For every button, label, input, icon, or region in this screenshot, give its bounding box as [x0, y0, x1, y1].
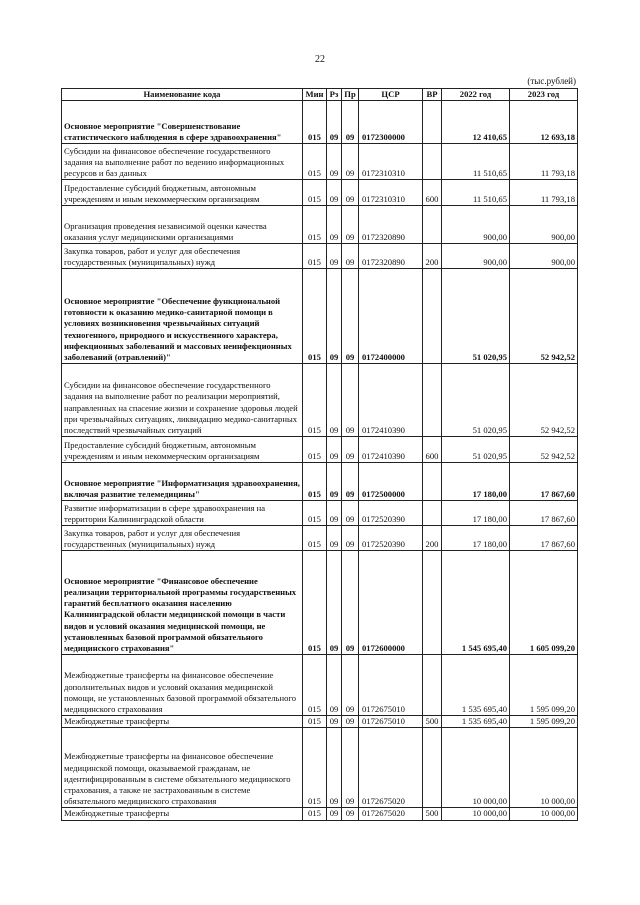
cell-name: Закупка товаров, работ и услуг для обеспечения государственных (муниципальных) нужд — [62, 244, 303, 269]
cell-vr: 600 — [423, 180, 442, 206]
cell-min: 015 — [303, 551, 327, 655]
cell-rz: 09 — [327, 655, 342, 716]
table-row — [62, 551, 578, 655]
budget-table — [61, 88, 578, 821]
cell-rz: 09 — [327, 501, 342, 526]
cell-csr: 0172310310 — [359, 144, 423, 180]
cell-name: Субсидии на финансовое обеспечение государственного задания на выполнение работ по ведению информационных ресурсов и баз данных — [62, 144, 303, 180]
cell-2022: 1 535 695,40 — [442, 716, 510, 728]
cell-min: 015 — [303, 655, 327, 716]
table-row — [62, 244, 578, 269]
cell-csr: 0172410390 — [359, 437, 423, 463]
cell-csr: 0172310310 — [359, 180, 423, 206]
cell-csr: 0172300000 — [359, 101, 423, 144]
table-row — [62, 526, 578, 551]
cell-min: 015 — [303, 101, 327, 144]
cell-csr: 0172400000 — [359, 269, 423, 364]
cell-name: Межбюджетные трансферты — [62, 716, 303, 728]
cell-vr — [423, 206, 442, 244]
cell-min: 015 — [303, 501, 327, 526]
cell-rz: 09 — [327, 463, 342, 501]
cell-2022: 10 000,00 — [442, 808, 510, 820]
cell-rz: 09 — [327, 437, 342, 463]
cell-vr — [423, 728, 442, 808]
cell-2022: 12 410,65 — [442, 101, 510, 144]
cell-min: 015 — [303, 728, 327, 808]
cell-rz: 09 — [327, 716, 342, 728]
cell-rz: 09 — [327, 101, 342, 144]
cell-name: Основное мероприятие "Финансовое обеспечение реализации территориальной программы государственных гарантий бесплатного оказания населению Калининградской области медицинской помощи в части видов и условий оказания медицинской помощи, не установленных базовой программой обязательного медицинского страхования" — [62, 551, 303, 655]
cell-pr: 09 — [342, 269, 359, 364]
cell-name: Основное мероприятие "Информатизация здравоохранения, включая развитие телемедицины" — [62, 463, 303, 501]
cell-csr: 0172410390 — [359, 364, 423, 437]
header-2022: 2022 год — [442, 89, 510, 101]
cell-min: 015 — [303, 808, 327, 820]
cell-2023: 1 605 099,20 — [510, 551, 578, 655]
cell-csr: 0172520390 — [359, 526, 423, 551]
cell-2022: 1 545 695,40 — [442, 551, 510, 655]
table-row — [62, 655, 578, 716]
cell-rz: 09 — [327, 728, 342, 808]
cell-2023: 11 793,18 — [510, 180, 578, 206]
cell-vr — [423, 501, 442, 526]
cell-csr: 0172320890 — [359, 206, 423, 244]
table-row — [62, 808, 578, 820]
cell-pr: 09 — [342, 728, 359, 808]
cell-2022: 11 510,65 — [442, 144, 510, 180]
cell-min: 015 — [303, 206, 327, 244]
cell-name: Организация проведения независимой оценки качества оказания услуг медицинскими организациями — [62, 206, 303, 244]
cell-pr: 09 — [342, 526, 359, 551]
header-pr: Пр — [342, 89, 359, 101]
cell-csr: 0172520390 — [359, 501, 423, 526]
cell-2022: 51 020,95 — [442, 269, 510, 364]
cell-vr — [423, 269, 442, 364]
cell-vr — [423, 144, 442, 180]
table-row — [62, 716, 578, 728]
table-row — [62, 180, 578, 206]
cell-2023: 52 942,52 — [510, 364, 578, 437]
cell-2023: 1 595 099,20 — [510, 716, 578, 728]
cell-min: 015 — [303, 463, 327, 501]
cell-vr — [423, 655, 442, 716]
cell-2023: 10 000,00 — [510, 808, 578, 820]
cell-2022: 900,00 — [442, 206, 510, 244]
cell-2023: 17 867,60 — [510, 501, 578, 526]
table-row — [62, 101, 578, 144]
header-min: Мин — [303, 89, 327, 101]
cell-rz: 09 — [327, 364, 342, 437]
cell-name: Межбюджетные трансферты на финансовое обеспечение дополнительных видов и условий оказания медицинской помощи, не установленных базовой программой обязательного медицинского страхования — [62, 655, 303, 716]
table-row — [62, 206, 578, 244]
cell-vr: 500 — [423, 808, 442, 820]
cell-min: 015 — [303, 244, 327, 269]
cell-csr: 0172600000 — [359, 551, 423, 655]
cell-name: Закупка товаров, работ и услуг для обеспечения государственных (муниципальных) нужд — [62, 526, 303, 551]
cell-name: Основное мероприятие "Обеспечение функциональной готовности к оказанию медико-санитарной помощи в условиях возникновения чрезвычайных ситуаций техногенного, природного и искусственного характера, инфекционных заболеваний и массовых неинфекционных заболеваний (отравлений)" — [62, 269, 303, 364]
cell-pr: 09 — [342, 716, 359, 728]
cell-2023: 1 595 099,20 — [510, 655, 578, 716]
cell-2023: 10 000,00 — [510, 728, 578, 808]
cell-2023: 17 867,60 — [510, 463, 578, 501]
cell-rz: 09 — [327, 526, 342, 551]
header-2023: 2023 год — [510, 89, 578, 101]
cell-min: 015 — [303, 716, 327, 728]
cell-pr: 09 — [342, 144, 359, 180]
cell-2023: 52 942,52 — [510, 269, 578, 364]
cell-2022: 1 535 695,40 — [442, 655, 510, 716]
cell-min: 015 — [303, 180, 327, 206]
cell-name: Основное мероприятие "Совершенствование статистического наблюдения в сфере здравоохранения" — [62, 101, 303, 144]
cell-name: Субсидии на финансовое обеспечение государственного задания на выполнение работ по реализации мероприятий, направленных на спасение жизни и сохранение здоровья людей при чрезвычайных ситуациях, ликвидацию медико-санитарных последствий чрезвычайных ситуаций — [62, 364, 303, 437]
cell-vr: 200 — [423, 244, 442, 269]
table-row — [62, 364, 578, 437]
cell-pr: 09 — [342, 244, 359, 269]
cell-2022: 17 180,00 — [442, 501, 510, 526]
cell-vr: 200 — [423, 526, 442, 551]
cell-vr: 600 — [423, 437, 442, 463]
units-label: (тыс.рублей) — [527, 76, 576, 86]
cell-vr — [423, 101, 442, 144]
cell-2023: 900,00 — [510, 244, 578, 269]
cell-pr: 09 — [342, 101, 359, 144]
cell-2022: 900,00 — [442, 244, 510, 269]
cell-min: 015 — [303, 269, 327, 364]
cell-rz: 09 — [327, 244, 342, 269]
cell-csr: 0172675010 — [359, 655, 423, 716]
cell-2022: 11 510,65 — [442, 180, 510, 206]
cell-name: Межбюджетные трансферты на финансовое обеспечение медицинской помощи, оказываемой гражданам, не идентифицированным в системе обязательного медицинского страхования, а также не застрахованным в системе обязательного медицинского страхования — [62, 728, 303, 808]
cell-pr: 09 — [342, 437, 359, 463]
cell-pr: 09 — [342, 364, 359, 437]
cell-pr: 09 — [342, 180, 359, 206]
cell-csr: 0172675020 — [359, 728, 423, 808]
cell-name: Предоставление субсидий бюджетным, автономным учреждениям и иным некоммерческим организациям — [62, 180, 303, 206]
header-name: Наименование кода — [62, 89, 303, 101]
cell-2022: 17 180,00 — [442, 526, 510, 551]
cell-pr: 09 — [342, 501, 359, 526]
cell-vr — [423, 551, 442, 655]
cell-pr: 09 — [342, 655, 359, 716]
cell-vr — [423, 463, 442, 501]
header-vr: ВР — [423, 89, 442, 101]
cell-2023: 17 867,60 — [510, 526, 578, 551]
header-rz: Рз — [327, 89, 342, 101]
cell-csr: 0172675020 — [359, 808, 423, 820]
table-row — [62, 269, 578, 364]
cell-min: 015 — [303, 526, 327, 551]
cell-2022: 51 020,95 — [442, 364, 510, 437]
cell-name: Межбюджетные трансферты — [62, 808, 303, 820]
table-row — [62, 463, 578, 501]
cell-pr: 09 — [342, 551, 359, 655]
cell-rz: 09 — [327, 269, 342, 364]
cell-rz: 09 — [327, 180, 342, 206]
header-csr: ЦСР — [359, 89, 423, 101]
cell-2022: 17 180,00 — [442, 463, 510, 501]
cell-rz: 09 — [327, 144, 342, 180]
cell-2023: 11 793,18 — [510, 144, 578, 180]
cell-2022: 51 020,95 — [442, 437, 510, 463]
cell-vr — [423, 364, 442, 437]
table-row — [62, 437, 578, 463]
table-row — [62, 728, 578, 808]
cell-min: 015 — [303, 437, 327, 463]
cell-pr: 09 — [342, 463, 359, 501]
cell-rz: 09 — [327, 551, 342, 655]
table-row — [62, 144, 578, 180]
page-number: 22 — [315, 54, 325, 65]
cell-csr: 0172500000 — [359, 463, 423, 501]
cell-2023: 900,00 — [510, 206, 578, 244]
cell-min: 015 — [303, 364, 327, 437]
cell-rz: 09 — [327, 206, 342, 244]
table-header-row — [62, 89, 578, 101]
cell-rz: 09 — [327, 808, 342, 820]
cell-2022: 10 000,00 — [442, 728, 510, 808]
cell-name: Предоставление субсидий бюджетным, автономным учреждениям и иным некоммерческим организациям — [62, 437, 303, 463]
cell-pr: 09 — [342, 808, 359, 820]
cell-vr: 500 — [423, 716, 442, 728]
table-row — [62, 501, 578, 526]
cell-csr: 0172675010 — [359, 716, 423, 728]
cell-csr: 0172320890 — [359, 244, 423, 269]
cell-2023: 12 693,18 — [510, 101, 578, 144]
cell-min: 015 — [303, 144, 327, 180]
cell-name: Развитие информатизации в сфере здравоохранения на территории Калининградской области — [62, 501, 303, 526]
cell-2023: 52 942,52 — [510, 437, 578, 463]
cell-pr: 09 — [342, 206, 359, 244]
